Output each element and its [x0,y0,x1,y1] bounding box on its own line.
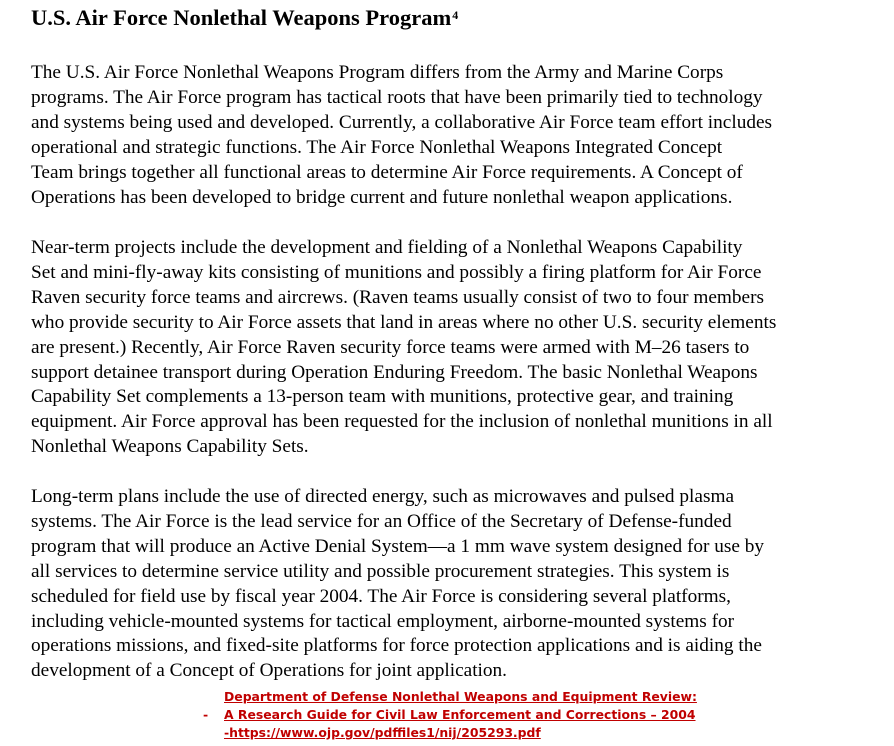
footnote-reference[interactable]: 4 [452,8,459,22]
paragraph-line: Operations has been developed to bridge current and future nonlethal weapon applications. [31,186,733,208]
paragraph-line: support detainee transport during Operation Enduring Freedom. The basic Nonlethal Weapons [31,361,758,383]
paragraph-program-overview [31,61,881,210]
paragraph-line: Long-term plans include the use of directed energy, such as microwaves and pulsed plasma [31,486,735,507]
heading-title: U.S. Air Force Nonlethal Weapons Program [31,5,452,30]
paragraph-line: all services to determine service utility and possible procurement strategies. This system is [31,560,730,582]
paragraph-line: and systems being used and developed. Currently, a collaborative Air Force team effort includes [31,111,773,133]
paragraph-line: scheduled for field use by fiscal year 2004. The Air Force is considering several platforms, [31,585,731,607]
citation-subtitle-link[interactable]: A Research Guide for Civil Law Enforcement and Corrections – 2004 [224,707,696,722]
citation-url-link[interactable]: -https://www.ojp.gov/pdffiles1/nij/205293.pdf [224,725,541,740]
paragraph-line: program that will produce an Active Denial System—a 1 mm wave system designed for use by [31,535,765,557]
citation-title-link[interactable]: Department of Defense Nonlethal Weapons and Equipment Review: [224,689,697,704]
paragraph-line: Team brings together all functional areas to determine Air Force requirements. A Concept of [31,161,743,183]
paragraph-line: equipment. Air Force approval has been requested for the inclusion of nonlethal munitions in all [31,411,773,433]
paragraph-line: Capability Set complements a 13-person team with munitions, protective gear, and training [31,386,734,408]
citation-bullet: - [203,707,209,722]
paragraph-line: programs. The Air Force program has tactical roots that have been primarily tied to technology [31,86,763,108]
paragraph-line: including vehicle-mounted systems for tactical employment, airborne-mounted systems for [31,610,735,632]
paragraph-line: The U.S. Air Force Nonlethal Weapons Program differs from the Army and Marine Corps [31,62,724,83]
paragraph-near-term-projects [31,236,881,460]
paragraph-line: operational and strategic functions. The Air Force Nonlethal Weapons Integrated Concept [31,136,723,158]
paragraph-line: Nonlethal Weapons Capability Sets. [31,436,309,458]
paragraph-line: Near-term projects include the development and fielding of a Nonlethal Weapons Capability [31,237,743,258]
paragraph-line: are present.) Recently, Air Force Raven security force teams were armed with M–26 tasers to [31,336,750,358]
paragraph-line: who provide security to Air Force assets that land in areas where no other U.S. security elements [31,311,777,333]
paragraph-line: operations missions, and fixed-site platforms for force protection applications and is aiding the [31,635,762,657]
paragraph-line: development of a Concept of Operations for joint application. [31,660,508,682]
paragraph-long-term-plans [31,485,881,684]
source-citation [203,688,697,742]
paragraph-line: Set and mini-fly-away kits consisting of munitions and possibly a firing platform for Air Force [31,261,762,283]
paragraph-line: Raven security force teams and aircrews. (Raven teams usually consist of two to four members [31,286,764,308]
paragraph-line: systems. The Air Force is the lead service for an Office of the Secretary of Defense-funded [31,510,732,532]
section-heading [31,3,458,33]
